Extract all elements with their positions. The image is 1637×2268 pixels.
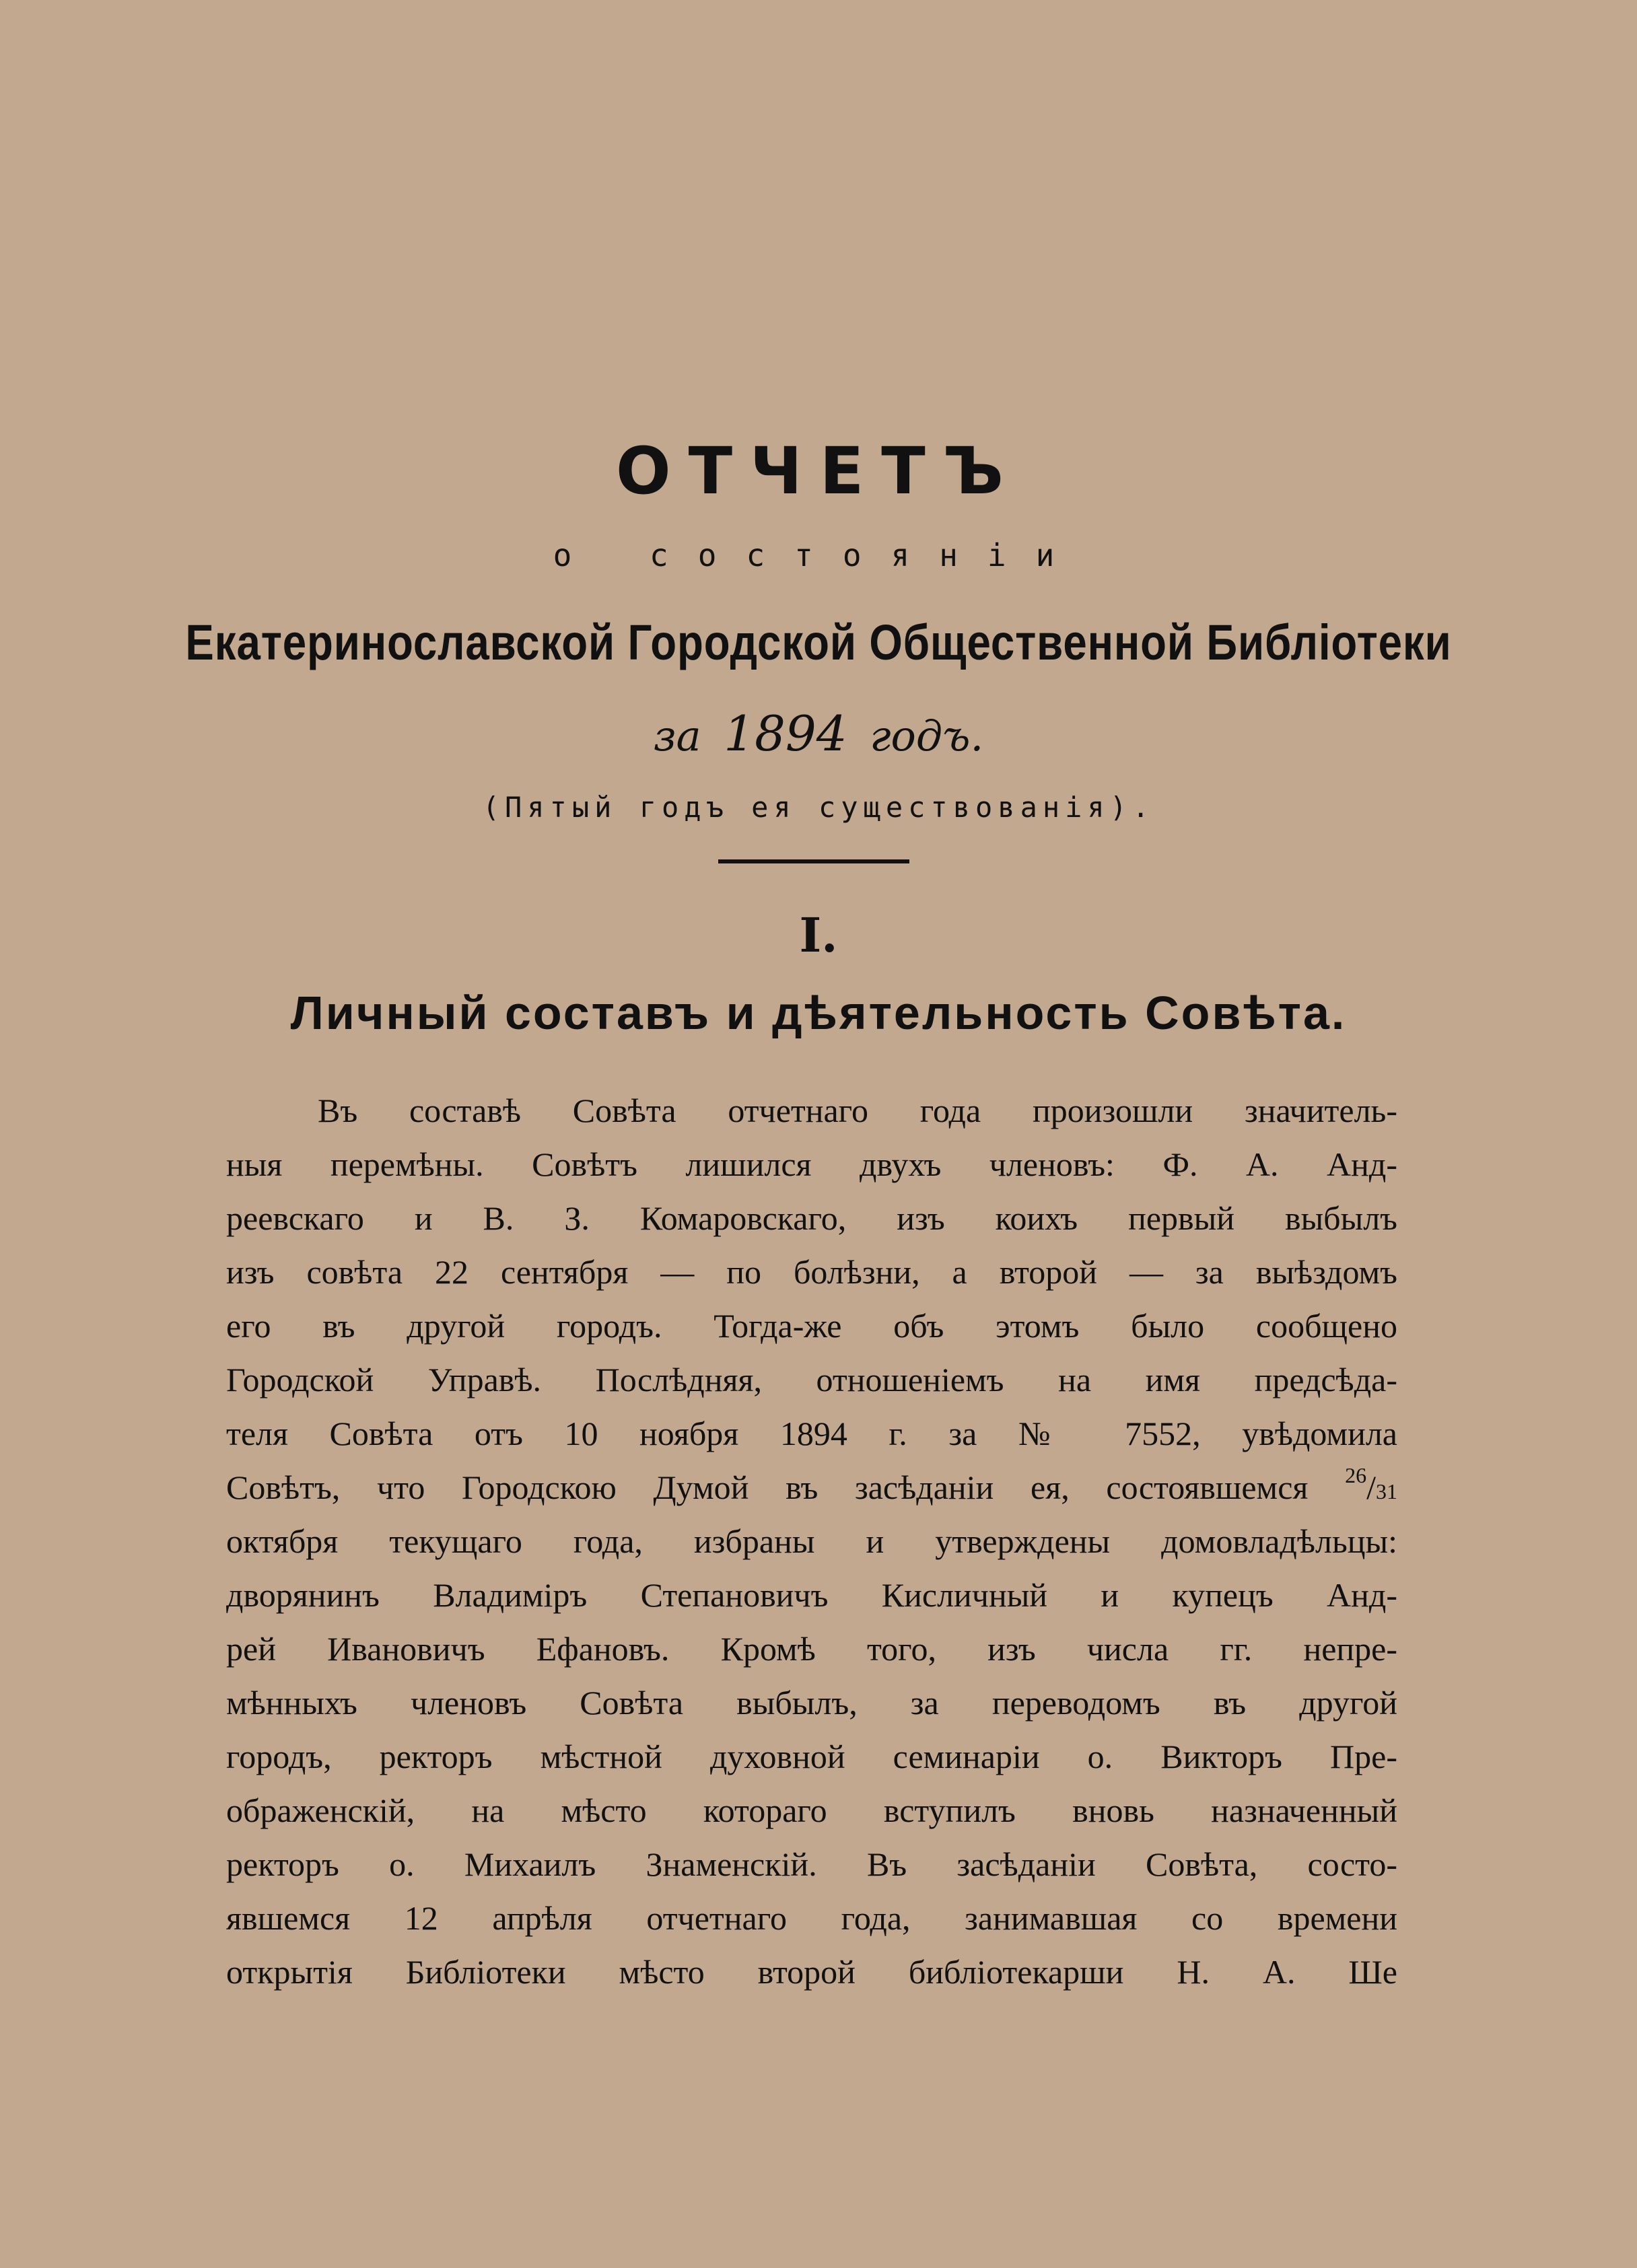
body-line: Въ составѣ Совѣта отчетнаго года произошли значитель-	[318, 1092, 1397, 1129]
body-line: ректоръ о. Михаилъ Знаменскій. Въ засѣданіи Совѣта, состо-	[226, 1845, 1397, 1883]
date-fraction-denominator: 31	[1376, 1479, 1397, 1503]
report-subtitle: о состояніи	[553, 537, 1084, 573]
fifth-year-note: (Пятый годъ ея существованія).	[482, 791, 1155, 824]
body-line: ныя перемѣны. Совѣтъ лишился двухъ членовъ: Ф. А. Анд-	[226, 1145, 1397, 1183]
body-line: ображенскій, на мѣсто котораго вступилъ вновь назначенный	[226, 1792, 1397, 1829]
body-line-with-date: Совѣтъ, что Городскою Думой въ засѣданіи ея, состоявшемся $^{26}$/31	[226, 1463, 1397, 1506]
body-line: изъ совѣта 22 сентября — по болѣзни, а второй — за выѣздомъ	[226, 1253, 1397, 1291]
section-title: Личный составъ и дѣятельность Совѣта.	[290, 987, 1347, 1039]
year-number: 1894	[724, 705, 847, 762]
body-text	[226, 1084, 1397, 1999]
title-divider	[718, 859, 909, 863]
year-suffix: годъ.	[870, 711, 984, 760]
body-line: явшемся 12 апрѣля отчетнаго года, занимавшая со времени	[226, 1899, 1397, 1937]
report-title: ОТЧЕТЪ	[616, 433, 1021, 509]
date-fraction-numerator: 26	[1345, 1463, 1367, 1487]
body-line: дворянинъ Владиміръ Степановичъ Кисличный и купецъ Анд-	[226, 1576, 1397, 1614]
body-line: городъ, ректоръ мѣстной духовной семинаріи о. Викторъ Пре-	[226, 1738, 1397, 1775]
library-name: Екатеринославской Городской Общественной Библіотеки	[185, 614, 1452, 670]
body-line: мѣнныхъ членовъ Совѣта выбылъ, за переводомъ въ другой	[226, 1684, 1397, 1722]
body-line: октября текущаго года, избраны и утверждены домовладѣльцы:	[226, 1522, 1397, 1560]
body-line-text: Совѣтъ, что Городскою Думой въ засѣданіи ея, состоявшемся	[226, 1468, 1309, 1506]
year-prefix: за	[653, 711, 701, 760]
body-line: открытія Библіотеки мѣсто второй библіотекарши Н. А. Ше	[226, 1953, 1397, 1991]
body-line: реевскаго и В. З. Комаровскаго, изъ коихъ первый выбылъ	[226, 1199, 1397, 1237]
report-year-line	[0, 703, 1637, 767]
body-line: теля Совѣта отъ 10 ноября 1894 г. за № 7552, увѣдомила	[226, 1415, 1397, 1452]
body-line: рей Ивановичъ Ефановъ. Кромѣ того, изъ числа гг. непре-	[226, 1630, 1397, 1668]
body-line: его въ другой городъ. Тогда-же объ этомъ было сообщено	[226, 1307, 1397, 1345]
section-number: I.	[799, 907, 838, 963]
body-line: Городской Управѣ. Послѣдняя, отношеніемъ на имя предсѣда-	[226, 1361, 1397, 1398]
